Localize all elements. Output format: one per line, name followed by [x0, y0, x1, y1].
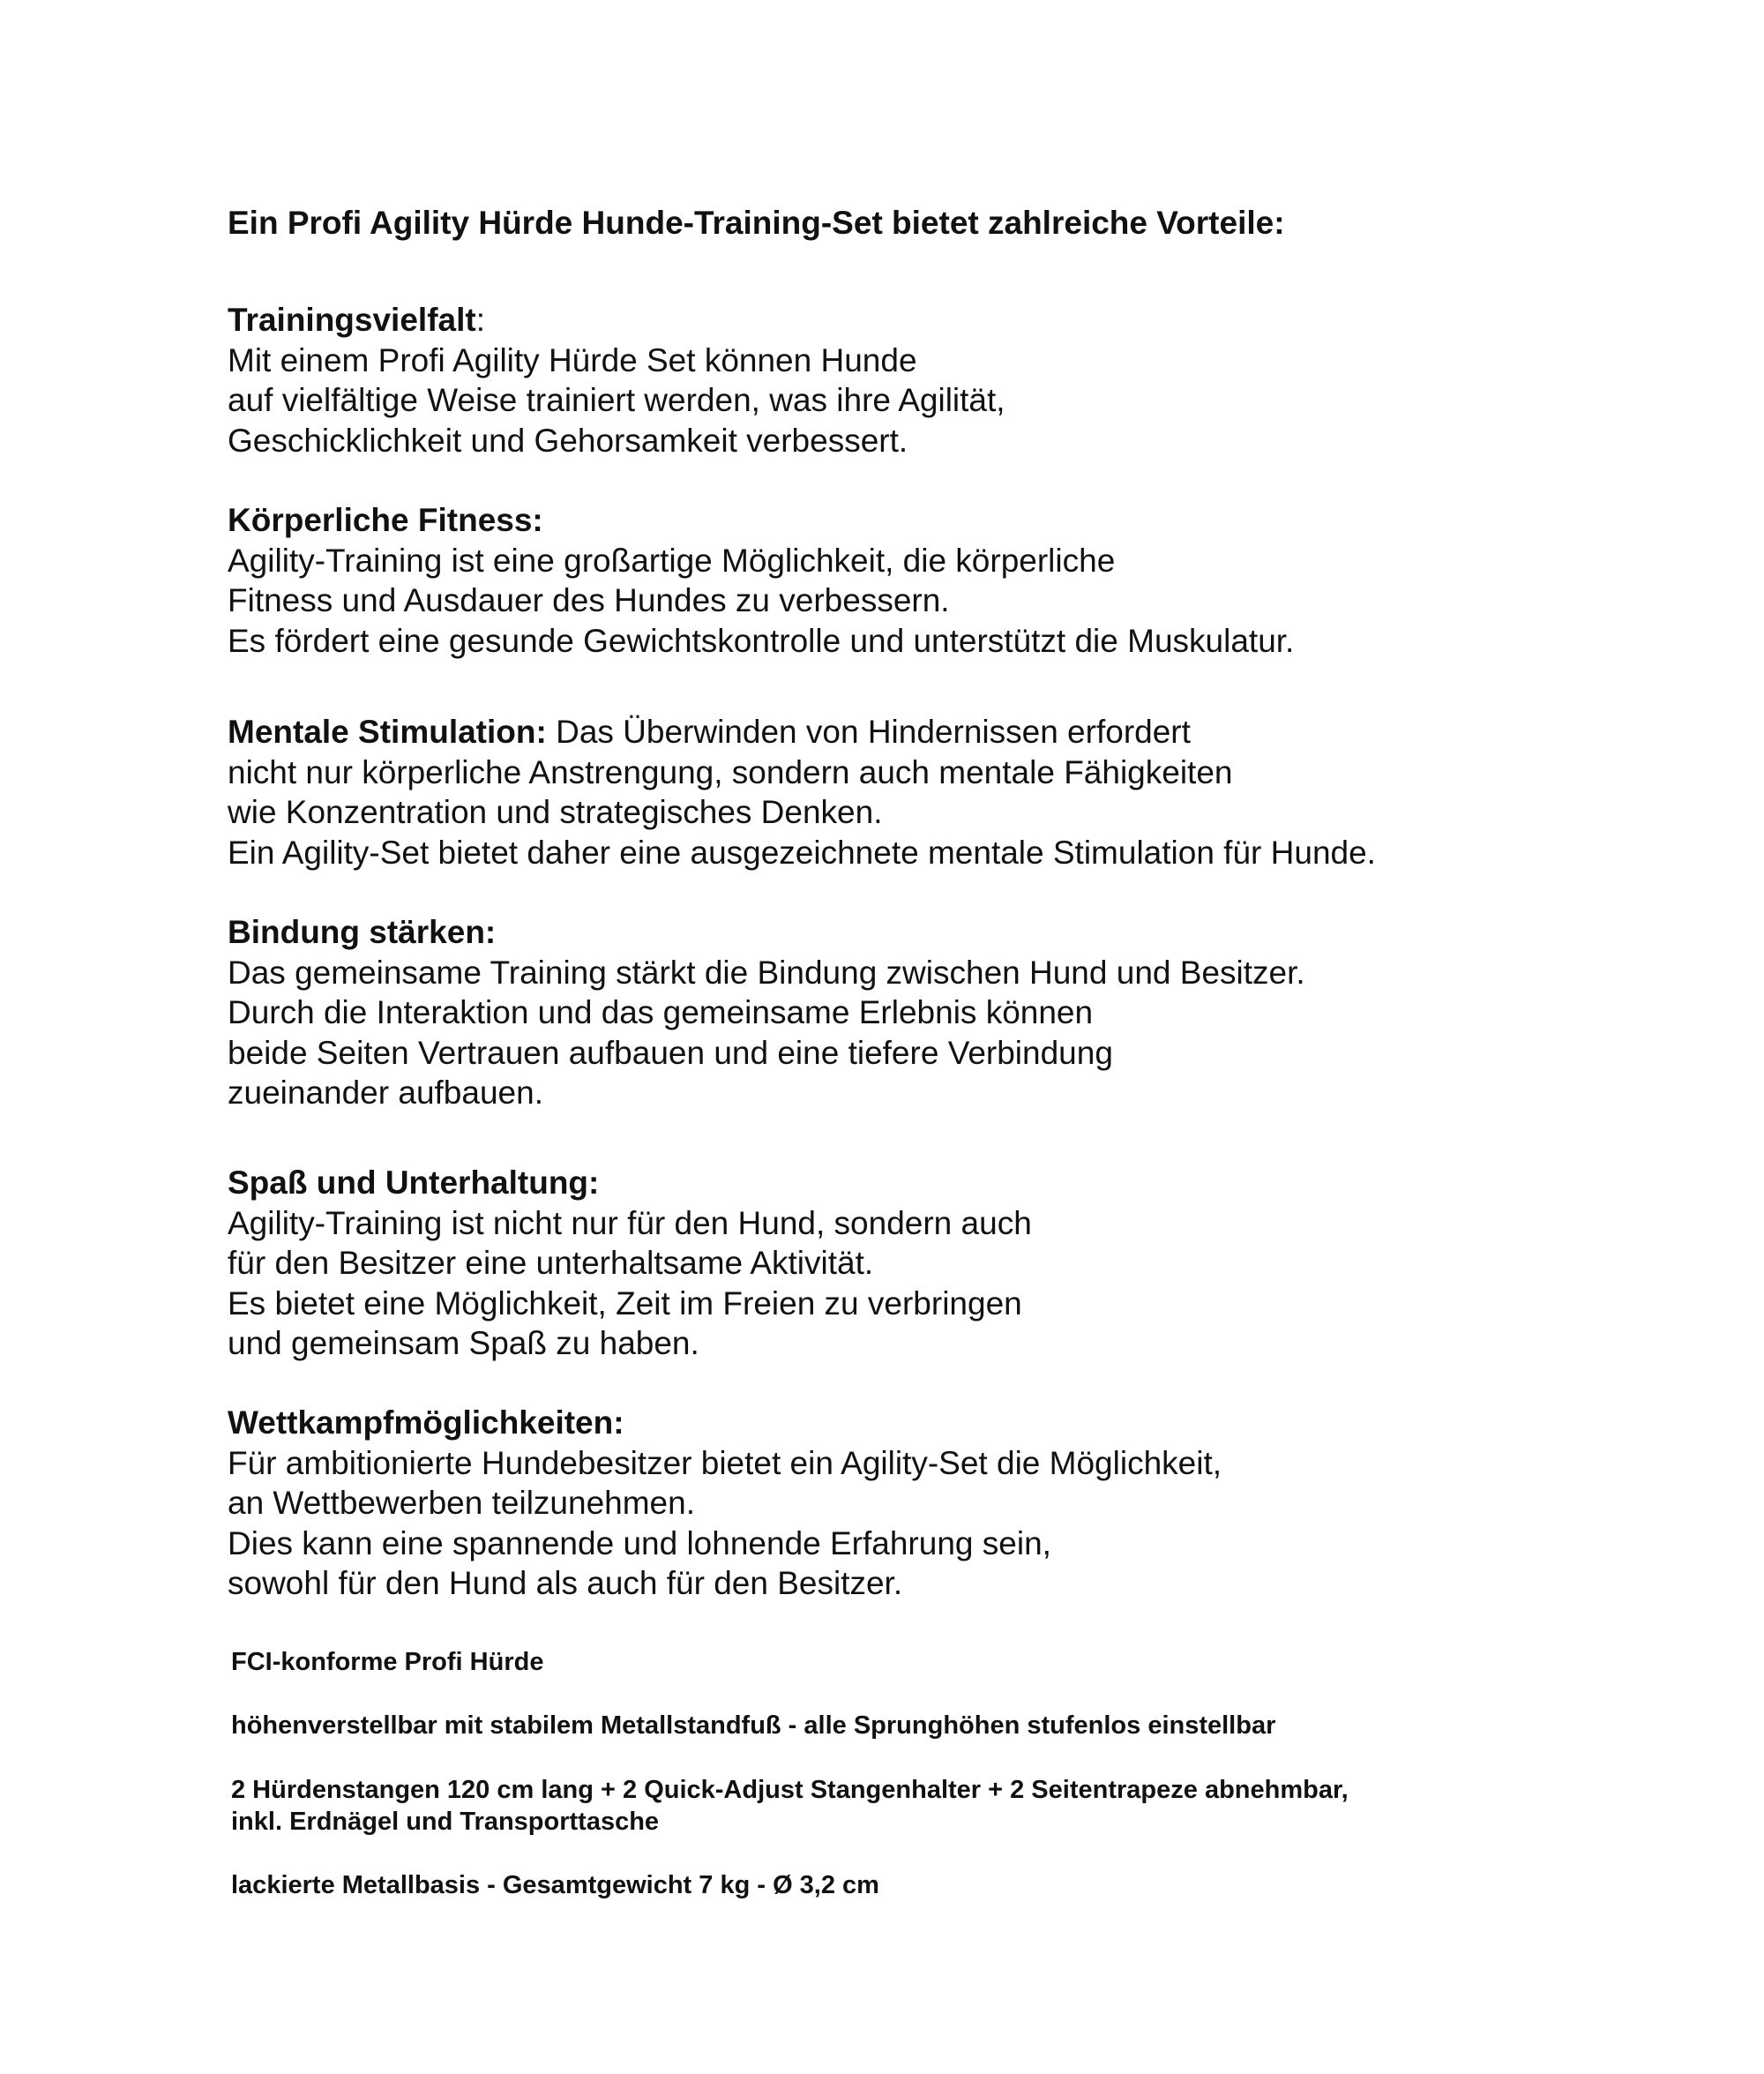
- section-text-line: wie Konzentration und strategisches Denken.: [228, 794, 883, 830]
- section-title: Bindung stärken:: [228, 914, 497, 950]
- section-spass-und-unterhaltung: [228, 1163, 1032, 1364]
- section-text-line: an Wettbewerben teilzunehmen.: [228, 1485, 695, 1521]
- section-text-line: nicht nur körperliche Anstrengung, sondern auch mentale Fähigkeiten: [228, 753, 1233, 790]
- section-title: Trainingsvielfalt: [228, 302, 476, 338]
- section-title-line: [228, 712, 1376, 752]
- section-text-line: zueinander aufbauen.: [228, 1074, 543, 1111]
- section-text-line: sowohl für den Hund als auch für den Besitzer.: [228, 1565, 903, 1601]
- section-text-line: beide Seiten Vertrauen aufbauen und eine tiefere Verbindung: [228, 1034, 1113, 1071]
- section-text-line: Agility-Training ist nicht nur für den Hund, sondern auch: [228, 1204, 1032, 1241]
- section-title: Wettkampfmöglichkeiten:: [228, 1404, 624, 1441]
- section-text-line: Für ambitionierte Hundebesitzer bietet ein Agility-Set die Möglichkeit,: [228, 1444, 1222, 1481]
- section-text-line: und gemeinsam Spaß zu haben.: [228, 1325, 699, 1361]
- page-heading: Ein Profi Agility Hürde Hunde-Training-Set bietet zahlreiche Vorteile:: [228, 205, 1285, 241]
- section-title: Mentale Stimulation:: [228, 714, 547, 750]
- section-text-first: Das Überwinden von Hindernissen erfordert: [546, 714, 1191, 750]
- spec-line: 2 Hürdenstangen 120 cm lang + 2 Quick-Adjust Stangenhalter + 2 Seitentrapeze abnehmbar,: [231, 1776, 1349, 1804]
- spec-line: inkl. Erdnägel und Transporttasche: [231, 1808, 660, 1836]
- section-text-line: Ein Agility-Set bietet daher eine ausgezeichnete mentale Stimulation für Hunde.: [228, 834, 1376, 871]
- section-text-line: Das gemeinsame Training stärkt die Bindung zwischen Hund und Besitzer.: [228, 954, 1305, 991]
- section-title: Körperliche Fitness:: [228, 502, 543, 538]
- spec-item: [231, 1869, 879, 1901]
- spec-line: lackierte Metallbasis - Gesamtgewicht 7 kg - Ø 3,2 cm: [231, 1871, 879, 1899]
- section-text-line: Dies kann eine spannende und lohnende Erfahrung sein,: [228, 1524, 1051, 1561]
- section-text-line: Es fördert eine gesunde Gewichtskontrolle und unterstützt die Muskulatur.: [228, 622, 1295, 659]
- spec-item: [231, 1646, 543, 1678]
- section-text-line: Es bietet eine Möglichkeit, Zeit im Freien zu verbringen: [228, 1284, 1022, 1322]
- section-text-line: für den Besitzer eine unterhaltsame Aktivität.: [228, 1245, 874, 1281]
- section-text-line: Fitness und Ausdauer des Hundes zu verbessern.: [228, 582, 950, 618]
- section-koerperliche-fitness: [228, 500, 1294, 661]
- section-title-suffix: :: [475, 302, 485, 338]
- section-title-line: [228, 300, 1005, 341]
- section-text-line: Agility-Training ist eine großartige Möglichkeit, die körperliche: [228, 542, 1116, 579]
- spec-item: [231, 1774, 1349, 1838]
- spec-line: FCI-konforme Profi Hürde: [231, 1648, 544, 1676]
- section-trainingsvielfalt: [228, 300, 1005, 460]
- section-mentale-stimulation: [228, 712, 1376, 872]
- section-bindung-staerken: [228, 912, 1305, 1113]
- section-text-line: Durch die Interaktion und das gemeinsame Erlebnis können: [228, 994, 1094, 1030]
- section-text-line: Geschicklichkeit und Gehorsamkeit verbessert.: [228, 422, 908, 459]
- section-text-line: Mit einem Profi Agility Hürde Set können Hunde: [228, 341, 917, 378]
- spec-item: [231, 1710, 1275, 1741]
- section-text-line: auf vielfältige Weise trainiert werden, was ihre Agilität,: [228, 382, 1005, 418]
- section-title: Spaß und Unterhaltung:: [228, 1164, 600, 1201]
- section-wettkampfmoeglichkeiten: [228, 1403, 1222, 1604]
- spec-line: höhenverstellbar mit stabilem Metallstandfuß - alle Sprunghöhen stufenlos einstellbar: [231, 1711, 1276, 1740]
